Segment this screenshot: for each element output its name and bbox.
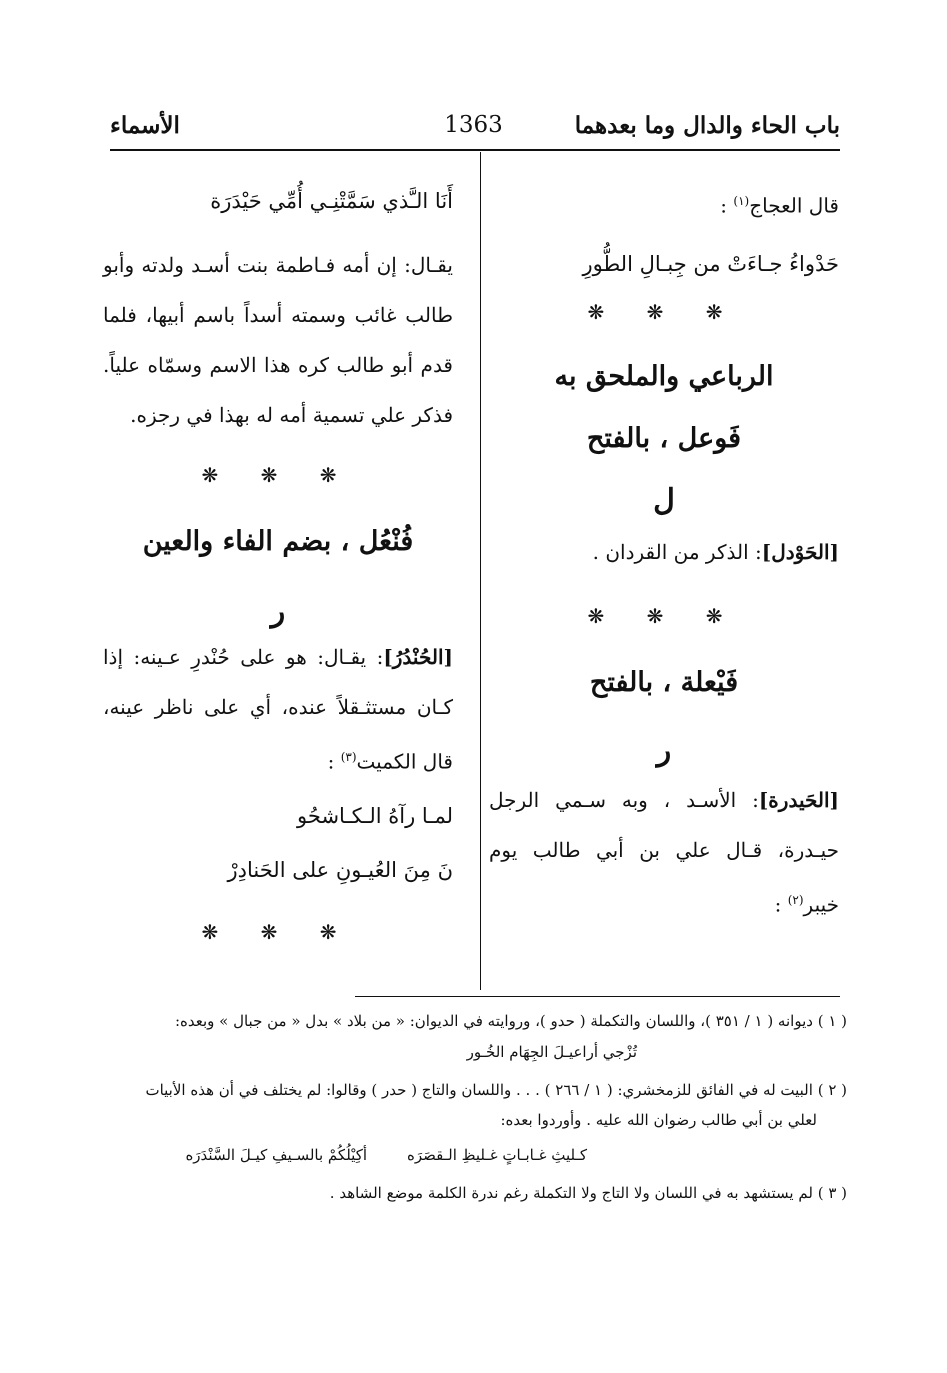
heading-quadrilateral: الرباعي والملحق به: [554, 360, 774, 392]
footnote-rule: [355, 996, 840, 997]
entry-definition: : الذكر من القردان .: [592, 539, 762, 564]
separator-stars: ❋ ❋ ❋: [587, 603, 741, 628]
section-title: الأسماء: [110, 112, 180, 139]
paragraph-naming: يقـال: إن أمه فـاطمة بنت أسـد ولدته وأبو طالب غائب وسمته أسداً باسم أبيها، فلما قدم أبو طالب كره هذا الاسم وسمّاه علياً. فذكر علي تسمية أمه له بهذا في رجزه.: [103, 253, 453, 427]
heading-fayala: فَيْعلة ، بالفتح: [589, 666, 739, 698]
entry-colon: :: [327, 749, 335, 774]
entry-headword: [الحُنْدُرُ]: [383, 645, 453, 669]
verse-ajjaj: حَدْواءُ جـاءَتْ من جِبـالِ الطُّورِ: [582, 251, 839, 276]
separator-stars: ❋ ❋ ❋: [587, 299, 741, 324]
left-column: [103, 176, 453, 949]
intro-line: [489, 176, 839, 231]
footnote-2-verse-b: أكِيْلُكُمْ بالسـيفِ كيـلَ السَّنْدَرَه: [185, 1146, 367, 1164]
heading-funul: فُنْعُل ، بضم الفاء والعين: [142, 526, 414, 557]
entry-headword: [الحَيدرة]: [758, 787, 839, 812]
right-column: [489, 176, 839, 929]
entry-haydara: [489, 775, 839, 930]
footnote-ref-2: (٢): [787, 892, 804, 907]
entry-definition: : يقـال: هو على حُنْدرِ عـينه: إذا كـان مستثـقلاً عنده، أي على ناظر عينه، قال الكميت: [103, 645, 453, 774]
chapter-title: باب الحاء والدال وما بعدهما: [574, 112, 840, 139]
column-divider: [480, 152, 481, 990]
footnote-2-verse-a: كـليثِ غـابـاتٍ غـليظِ الـقصَرَه: [407, 1146, 587, 1164]
footnote-2: ( ٢ ) البيت له في الفائق للزمخشري: ( ١ / ٢٦٦ ) . . . واللسان والتاج ( حدر ) وقالوا: لم يختلف في أن هذه الأبيات: [145, 1081, 847, 1099]
letter-lam: ل: [653, 482, 675, 518]
footnote-1: ( ١ ) ديوانه ( ١ / ٣٥١ )، واللسان والتكملة ( حدو )، وروايته في الديوان: « من بلاد » بدل « من جبال » وبعده:: [174, 1012, 847, 1030]
verse-kumayt-line1: لمـا رآهُ الـكـاشحُو: [297, 803, 453, 828]
letter-ra: ر: [270, 594, 286, 629]
intro-colon: :: [720, 193, 728, 218]
footnote-2-continued: لعلي بن أبي طالب رضوان الله عليه . وأوردوا بعده:: [500, 1111, 817, 1129]
entry-definition: : الأسـد ، وبه سـمي الرجل حيـدرة، قـال علي بن أبي طالب يوم خيبر: [489, 787, 839, 917]
separator-stars: ❋ ❋ ❋: [201, 463, 355, 487]
verse-ali: أَنَا الـَّذي سَمَّتْنِـي أُمِّي حَيْدَرَة: [210, 189, 453, 213]
entry-headword: [الحَوْدل]: [761, 539, 839, 564]
heading-fawal: فَوعل ، بالفتح: [586, 422, 742, 454]
entry-hawdal: [489, 527, 839, 577]
entry-colon: :: [774, 892, 782, 917]
footnote-ref-1: (١): [733, 194, 750, 208]
verse-kumayt-line2: نَ مِنَ العُيـونِ على الحَنادِرْ: [227, 857, 453, 882]
separator-stars: ❋ ❋ ❋: [201, 919, 355, 944]
page-number: 1363: [444, 112, 503, 138]
header-rule: [110, 149, 840, 151]
intro-text: قال العجاج: [749, 193, 839, 218]
entry-hundur: [103, 632, 453, 787]
footnote-1-verse: تُزْجي أراعيـلَ الجِهَام الخُـور: [466, 1043, 637, 1061]
letter-ra: ر: [656, 732, 672, 768]
footnote-ref-3: (٣): [340, 750, 357, 764]
footnote-3: ( ٣ ) لم يستشهد به في اللسان ولا التاج ولا التكملة رغم ندرة الكلمة موضع الشاهد .: [329, 1184, 847, 1202]
